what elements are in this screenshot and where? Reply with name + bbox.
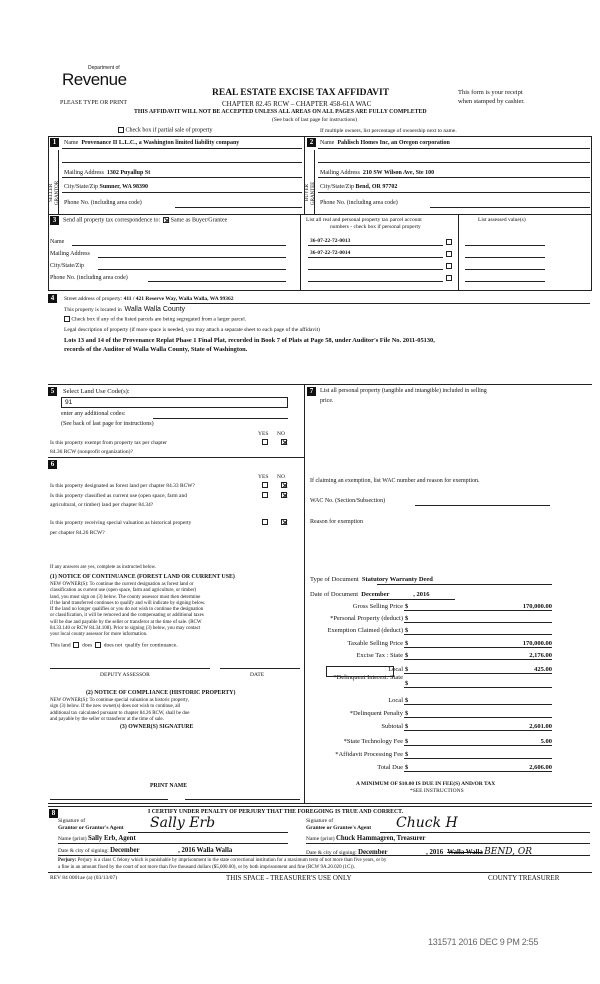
s3-city-label: City/State/Zip — [50, 263, 84, 269]
personal-property-2: price. — [320, 398, 334, 404]
label: Signature of — [58, 818, 86, 824]
buyer-phone-field[interactable] — [430, 207, 590, 208]
deputy-assessor-label: DEPUTY ASSESSOR — [100, 672, 150, 678]
seller-mail-row — [64, 170, 150, 177]
logo-name: Revenue — [62, 70, 127, 89]
dollar-sign: $ — [405, 710, 409, 717]
field-line — [404, 704, 552, 705]
print-name-label: PRINT NAME — [150, 783, 188, 789]
label: Mailing Address — [64, 170, 104, 176]
section-5-badge: 5 — [48, 387, 57, 396]
form-chapter: CHAPTER 82.45 RCW – CHAPTER 458-61A WAC — [222, 100, 372, 108]
text-line: land, you must sign on (3) below. The county assessor must then determine — [50, 594, 201, 600]
receipt-note-2: when stamped by cashier. — [458, 98, 525, 105]
field-line — [370, 599, 455, 600]
label: Name (print) — [306, 836, 335, 842]
label: Grantor or Grantor's Agent — [58, 825, 124, 831]
partial-sale-row — [118, 127, 212, 134]
doc-month[interactable]: December — [361, 591, 390, 598]
s3-name-field[interactable] — [72, 245, 286, 246]
fee-label: Local — [388, 666, 403, 673]
exemption-note: If claiming an exemption, list WAC number and reason for exemption. — [310, 478, 480, 484]
assessed-field[interactable] — [465, 269, 545, 270]
continuance-row — [50, 642, 178, 649]
owner-signature-line[interactable] — [50, 799, 168, 800]
field-line — [62, 177, 302, 178]
if-yes-note: If any answers are yes, complete as instructed below. — [50, 565, 157, 570]
grantee-month[interactable]: December — [358, 849, 388, 856]
section-7-badge: 7 — [307, 387, 316, 396]
additional-codes-field[interactable] — [153, 418, 288, 419]
dollar-sign: $ — [405, 764, 409, 771]
text-line: 84.33.140 or RCW 84.34.108). Prior to signing (3) below, you may contact — [50, 626, 201, 632]
label: City/State/Zip — [320, 184, 354, 190]
reason-label: Reason for exemption — [310, 519, 363, 525]
text-line: additional tax calculated pursuant to chapter 84.26 RCW, shall be due — [50, 710, 190, 716]
divider — [48, 806, 592, 807]
grantor-month[interactable]: December — [110, 847, 140, 854]
land-use-code-input[interactable] — [61, 397, 288, 408]
forest-yes-checkbox[interactable] — [262, 482, 268, 489]
grantor-signature[interactable]: Sally Erb — [150, 815, 216, 831]
fee-label: Total Due — [377, 764, 403, 771]
divider — [48, 457, 304, 458]
field-line — [404, 758, 552, 759]
buyer-name-row — [320, 140, 450, 147]
label: Grantee or Grantee's Agent — [306, 825, 372, 831]
label: City/State/Zip — [64, 184, 98, 190]
dollar-sign: $ — [405, 652, 409, 659]
minimum-note: A MINIMUM OF $10.00 IS DUE IN FEE(S) AND/OR TAX — [356, 781, 496, 787]
field-line — [62, 162, 302, 163]
current-use-yes-checkbox[interactable] — [262, 492, 268, 499]
partial-sale-label: Check box if partial sale of property — [125, 127, 213, 134]
local-rate-box[interactable] — [326, 666, 394, 677]
divider — [48, 214, 592, 215]
field-line — [404, 610, 552, 611]
buyer-mail-row — [320, 170, 434, 177]
buyer-mail[interactable]: 210 SW Wilson Ave, Ste 100 — [362, 170, 435, 176]
notice-compliance-title: (2) NOTICE OF COMPLIANCE (HISTORIC PROPERTY) — [86, 690, 236, 696]
text-line: or classification, it will be removed and the compensating or additional taxes — [50, 613, 204, 619]
label: Name — [320, 140, 335, 146]
text-line: will be due and payable by the seller or transferor at the time of sale. (RCW — [50, 619, 202, 625]
current-use-no-checkbox[interactable] — [281, 492, 287, 499]
grantor-year-city[interactable]: , 2016 Walla Walla — [178, 847, 233, 854]
label: does not — [103, 642, 123, 649]
county-treasurer: COUNTY TREASURER — [488, 874, 560, 882]
label: Date & city of signing: — [306, 850, 357, 856]
text-line: a fine in an amount fixed by the court of not more than five thousand dollars ($5,000.00), or by both imprisonment and fine (RCW 9A.20.020 (1C)). — [58, 864, 355, 870]
historic-no-checkbox[interactable] — [281, 519, 287, 526]
yes-header: YES — [258, 431, 269, 437]
label: Type of Document — [310, 576, 359, 583]
label: qualify for continuance. — [124, 642, 178, 649]
label: This property is located in — [64, 307, 122, 313]
field-line — [170, 303, 590, 304]
label: Mailing Address — [320, 170, 360, 176]
legal-label: Legal description of property (if more space is needed, you may attach a separate sheet to each page of the affidavit) — [64, 327, 320, 333]
divider — [304, 384, 305, 804]
divider — [48, 384, 592, 385]
label: Date & city of signing: — [58, 848, 109, 854]
located-row — [64, 306, 185, 314]
parcel-2[interactable]: 36-07-22-72-0014 — [310, 250, 351, 256]
seller-side-label: SELLER GRANTOR — [49, 180, 60, 206]
land-use-label: Select Land Use Code(s): — [63, 388, 130, 395]
section-4-badge: 4 — [48, 294, 57, 303]
q-current-use-2: agricultural, or timber) land per chapter 84.34? — [50, 502, 154, 508]
text-line: NEW OWNER(S): To continue the current designation as forest land or — [50, 582, 194, 587]
field-line — [404, 622, 552, 623]
fee-value[interactable]: 2,601.00 — [529, 723, 552, 730]
certify-statement: I CERTIFY UNDER PENALTY OF PERJURY THAT THE FOREGOING IS TRUE AND CORRECT. — [148, 809, 404, 815]
multiple-owners-note: If multiple owners, list percentage of ownership next to name. — [320, 128, 457, 134]
seller-city-row — [64, 184, 148, 191]
field-line — [58, 843, 288, 844]
same-as-buyer-checkbox[interactable] — [163, 217, 169, 223]
text-line: sign (3) below. If the new owner(s) does not wish to continue, all — [50, 704, 181, 710]
seller-city[interactable]: Sumner, WA 98390 — [99, 184, 149, 190]
dollar-sign: $ — [405, 680, 409, 687]
fee-value[interactable]: 2,176.00 — [529, 652, 552, 659]
label: Check box if any of the listed parcels are being segregated from a larger parcel. — [71, 316, 247, 323]
text-line: and payable by the seller or transferor at the time of sale. — [50, 716, 164, 722]
buyer-name[interactable]: Pahlisch Homes Inc, an Oregon corporation — [337, 140, 450, 146]
form-warning: THIS AFFIDAVIT WILL NOT BE ACCEPTED UNLESS ALL AREAS ON ALL PAGES ARE FULLY COMPLETED — [134, 109, 427, 115]
parcel-1[interactable]: 36-07-22-72-0013 — [310, 238, 351, 244]
date-line[interactable] — [220, 668, 300, 669]
see-back: (See back of last page for instructions) — [272, 117, 357, 123]
does-checkbox[interactable] — [73, 642, 79, 648]
field-line — [318, 192, 590, 193]
s3-phone-field[interactable] — [148, 281, 286, 282]
q-forest: Is this property designated as forest land per chapter 84.33 RCW? — [50, 483, 195, 489]
exempt-yes-checkbox[interactable] — [262, 439, 268, 446]
text-line: NEW OWNER(S): To continue special valuation as historic property, — [50, 698, 189, 703]
section-8-badge: 8 — [49, 809, 58, 818]
field-line — [404, 647, 552, 648]
yes-header: YES — [258, 474, 269, 480]
divider — [58, 855, 590, 856]
doc-year[interactable]: , 2016 — [413, 591, 430, 598]
county[interactable]: Walla Walla County — [124, 306, 186, 313]
fee-value[interactable]: 2,606.00 — [529, 764, 552, 771]
please-type: PLEASE TYPE OR PRINT — [60, 100, 128, 106]
dollar-sign: $ — [405, 738, 409, 745]
fee-value[interactable]: 5.00 — [540, 738, 552, 745]
field-line — [404, 659, 552, 660]
dollar-sign: $ — [405, 640, 409, 647]
field-line — [404, 634, 552, 635]
dollar-sign: $ — [405, 751, 409, 758]
grantor-name[interactable]: Sally Erb, Agent — [87, 835, 136, 842]
no-header: NO — [277, 474, 285, 480]
form-title: REAL ESTATE EXCISE TAX AFFIDAVIT — [212, 88, 390, 98]
doc-date-row — [310, 591, 430, 598]
buyer-city-row — [320, 184, 397, 191]
dollar-sign: $ — [405, 666, 409, 673]
fee-value[interactable]: 170,000.00 — [522, 603, 552, 610]
wac-field[interactable] — [415, 505, 550, 506]
text-line: your local county assessor for more information. — [50, 632, 148, 638]
field-line — [62, 192, 302, 193]
fee-label: Gross Selling Price — [352, 603, 403, 610]
exempt-no-checkbox[interactable] — [281, 439, 287, 446]
notice-continuance-text — [50, 582, 205, 639]
grantee-name-row — [306, 835, 425, 843]
label: Date of Document — [310, 591, 359, 598]
text-line: If the land no longer qualifies or you do not wish to continue the designation — [50, 607, 204, 613]
field-line — [318, 148, 590, 149]
fee-label: *Delinquent Interest: State — [333, 674, 403, 681]
s5-see-back: (See back of last page for instructions) — [61, 421, 154, 427]
field-line — [377, 584, 552, 585]
fee-label: *Affidavit Processing Fee — [335, 751, 403, 758]
text-line: classification as current use (open space, farm and agriculture, or timber) — [50, 588, 197, 594]
personal-checkbox-3[interactable] — [446, 263, 452, 270]
field-line — [308, 257, 443, 258]
text-line: Perjury is a class C felony which is punishable by imprisonment in the state correctional institution for a maximum term of not more than five years, or by — [76, 858, 387, 863]
does-not-checkbox[interactable] — [95, 642, 101, 648]
s3-mail-field[interactable] — [98, 257, 286, 258]
seller-name-row — [64, 140, 239, 147]
label: Same as Buyer/Grantee — [170, 217, 228, 224]
grantee-signature[interactable]: Chuck H — [396, 815, 458, 831]
date-label: DATE — [250, 672, 265, 678]
fee-label: *Personal Property (deduct) — [330, 615, 403, 622]
parcel-header-2: numbers - check box if personal property — [330, 224, 421, 230]
personal-property-1: List all personal property (tangible and intangible) included in selling — [320, 388, 487, 394]
q-current-use-1: Is this property classified as current use (open space, farm and — [50, 493, 187, 499]
fee-label: Taxable Selling Price — [347, 640, 403, 647]
historic-yes-checkbox[interactable] — [262, 519, 268, 526]
dollar-sign: $ — [405, 615, 409, 622]
field-line — [404, 687, 552, 688]
field-line — [318, 162, 590, 163]
field-line — [308, 281, 443, 282]
fee-label: Exemption Claimed (deduct) — [327, 627, 403, 634]
label: does — [82, 642, 93, 649]
s3-phone-label: Phone No. (including area code) — [50, 275, 128, 281]
label: Signature of — [306, 818, 334, 824]
field-line — [404, 730, 552, 731]
field-line — [404, 745, 552, 746]
q-historic-1: Is this property receiving special valuation as historical property — [50, 520, 192, 526]
fee-label: *Delinquent Penalty — [349, 710, 403, 717]
dollar-sign: $ — [405, 603, 409, 610]
deputy-assessor-line[interactable] — [50, 668, 210, 669]
personal-checkbox-1[interactable] — [446, 239, 452, 246]
buyer-phone-label: Phone No. (including area code) — [320, 200, 398, 206]
dollar-sign: $ — [405, 723, 409, 730]
personal-checkbox-4[interactable] — [446, 275, 452, 282]
section-3-badge: 3 — [50, 216, 59, 225]
field-line — [380, 832, 590, 833]
field-line — [318, 177, 590, 178]
segregated-checkbox[interactable] — [64, 316, 70, 322]
buyer-city[interactable]: Bend, OR 97702 — [355, 184, 398, 190]
divider — [48, 803, 592, 804]
field-line — [62, 148, 302, 149]
grantee-city-handwritten[interactable]: BEND, OR — [484, 847, 533, 857]
doc-type-row — [310, 576, 433, 583]
section-6-badge: 6 — [48, 460, 57, 469]
fee-value[interactable]: 425.00 — [534, 666, 552, 673]
seller-mail[interactable]: 1302 Puyallup St — [106, 170, 151, 176]
assessed-field[interactable] — [465, 245, 545, 246]
field-line — [404, 771, 552, 772]
buyer-side-label: BUYER GRANTEE — [305, 181, 316, 205]
fee-label: Excise Tax : State — [356, 652, 403, 659]
label: Name — [64, 140, 79, 146]
dollar-sign: $ — [405, 627, 409, 634]
q-exempt-1: Is this property exempt from property tax per chapter — [50, 440, 167, 446]
segregated-row — [64, 316, 246, 323]
s3-name-label: Name — [50, 239, 65, 245]
legal-description-2: records of the Auditor of Walla Walla County, State of Washington. — [64, 346, 248, 353]
label: Name (print) — [58, 836, 87, 842]
s3-city-field[interactable] — [98, 269, 286, 270]
notice-continuance-title: (1) NOTICE OF CONTINUANCE (FOREST LAND OR CURRENT USE) — [50, 574, 235, 580]
section-2-badge: 2 — [307, 138, 316, 147]
field-line — [404, 717, 552, 718]
q-historic-2: per chapter 84.26 RCW? — [50, 530, 105, 536]
print-name-line[interactable] — [185, 799, 300, 800]
field-line — [306, 843, 590, 844]
label: Perjury: — [58, 858, 77, 863]
forest-no-checkbox[interactable] — [281, 482, 287, 489]
seller-phone-field[interactable] — [175, 207, 302, 208]
partial-sale-checkbox[interactable] — [118, 127, 124, 133]
grantor-name-row — [58, 835, 136, 843]
q-exempt-2: 84.36 RCW (nonprofit organization)? — [50, 449, 133, 455]
label: Street address of property: — [64, 296, 123, 302]
grantor-sig-label — [58, 818, 124, 832]
dollar-sign: $ — [405, 697, 409, 704]
notice-compliance-text — [50, 698, 190, 723]
logo-dept: Department of — [88, 65, 120, 71]
parcel-header-1: List all real and personal property tax parcel account — [306, 217, 422, 223]
label: This land — [50, 642, 71, 649]
assessed-field[interactable] — [465, 281, 545, 282]
form-revision: REV 84 0001ae (a) (03/13/07) — [50, 875, 118, 881]
grantee-year[interactable]: , 2016 — [426, 849, 444, 856]
fee-label: Subtotal — [381, 723, 403, 730]
field-line — [308, 245, 443, 246]
field-line — [404, 673, 552, 674]
additional-codes-label: enter any additional codes: — [61, 411, 126, 417]
grantee-name[interactable]: Chuck Hammagren, Treasurer — [335, 835, 426, 842]
assessed-header: List assessed value(s) — [478, 217, 526, 223]
label: Send all property tax correspondence to: — [63, 217, 161, 224]
divider — [458, 214, 459, 291]
field-line — [308, 269, 443, 270]
see-instructions: *SEE INSTRUCTIONS — [410, 788, 464, 794]
grantor-date-row — [58, 847, 232, 855]
personal-checkbox-2[interactable] — [446, 251, 452, 258]
divider — [48, 872, 592, 873]
street-row — [64, 296, 234, 302]
seller-name[interactable]: Provenance II L.L.C., a Washington limited liability company — [81, 140, 240, 146]
divider — [300, 214, 301, 291]
seller-phone-label: Phone No. (including area code) — [64, 200, 142, 206]
treasurer-use-only: THIS SPACE - TREASURER'S USE ONLY — [226, 874, 352, 882]
no-header: NO — [277, 431, 285, 437]
wac-label: WAC No. (Section/Subsection) — [310, 498, 386, 504]
fee-value[interactable]: 170,000.00 — [522, 640, 552, 647]
grantee-city-struck: Walla Walla — [447, 849, 483, 856]
street-address[interactable]: 411 / 421 Reserve Way, Walla Walla, WA 99362 — [123, 296, 234, 302]
s3-mail-label: Mailing Address — [50, 251, 90, 257]
receipt-note-1: This form is your receipt — [458, 89, 523, 96]
owner-signature-title: (3) OWNER(S) SIGNATURE — [120, 724, 194, 730]
field-line — [128, 832, 288, 833]
recording-stamp: 131571 2016 DEC 9 PM 2:55 — [428, 937, 539, 947]
doc-type[interactable]: Statutory Warranty Deed — [361, 576, 433, 583]
send-correspondence — [63, 217, 227, 224]
assessed-field[interactable] — [465, 257, 545, 258]
fee-label: *State Technology Fee — [343, 738, 403, 745]
legal-description-1: Lots 13 and 14 of the Provenance Replat Phase 1 Final Plat, recorded in Book 7 of Plats at Page 58, under Auditor's File No. 2011-05130, — [64, 337, 435, 344]
section-1-badge: 1 — [50, 138, 59, 147]
text-line: if the land transferred continues to qualify and will indicate by signing below. — [50, 600, 206, 606]
fee-label: Local — [388, 697, 403, 704]
perjury-text — [58, 858, 386, 871]
land-use-code: 91 — [65, 399, 73, 406]
grantee-sig-label — [306, 818, 371, 832]
